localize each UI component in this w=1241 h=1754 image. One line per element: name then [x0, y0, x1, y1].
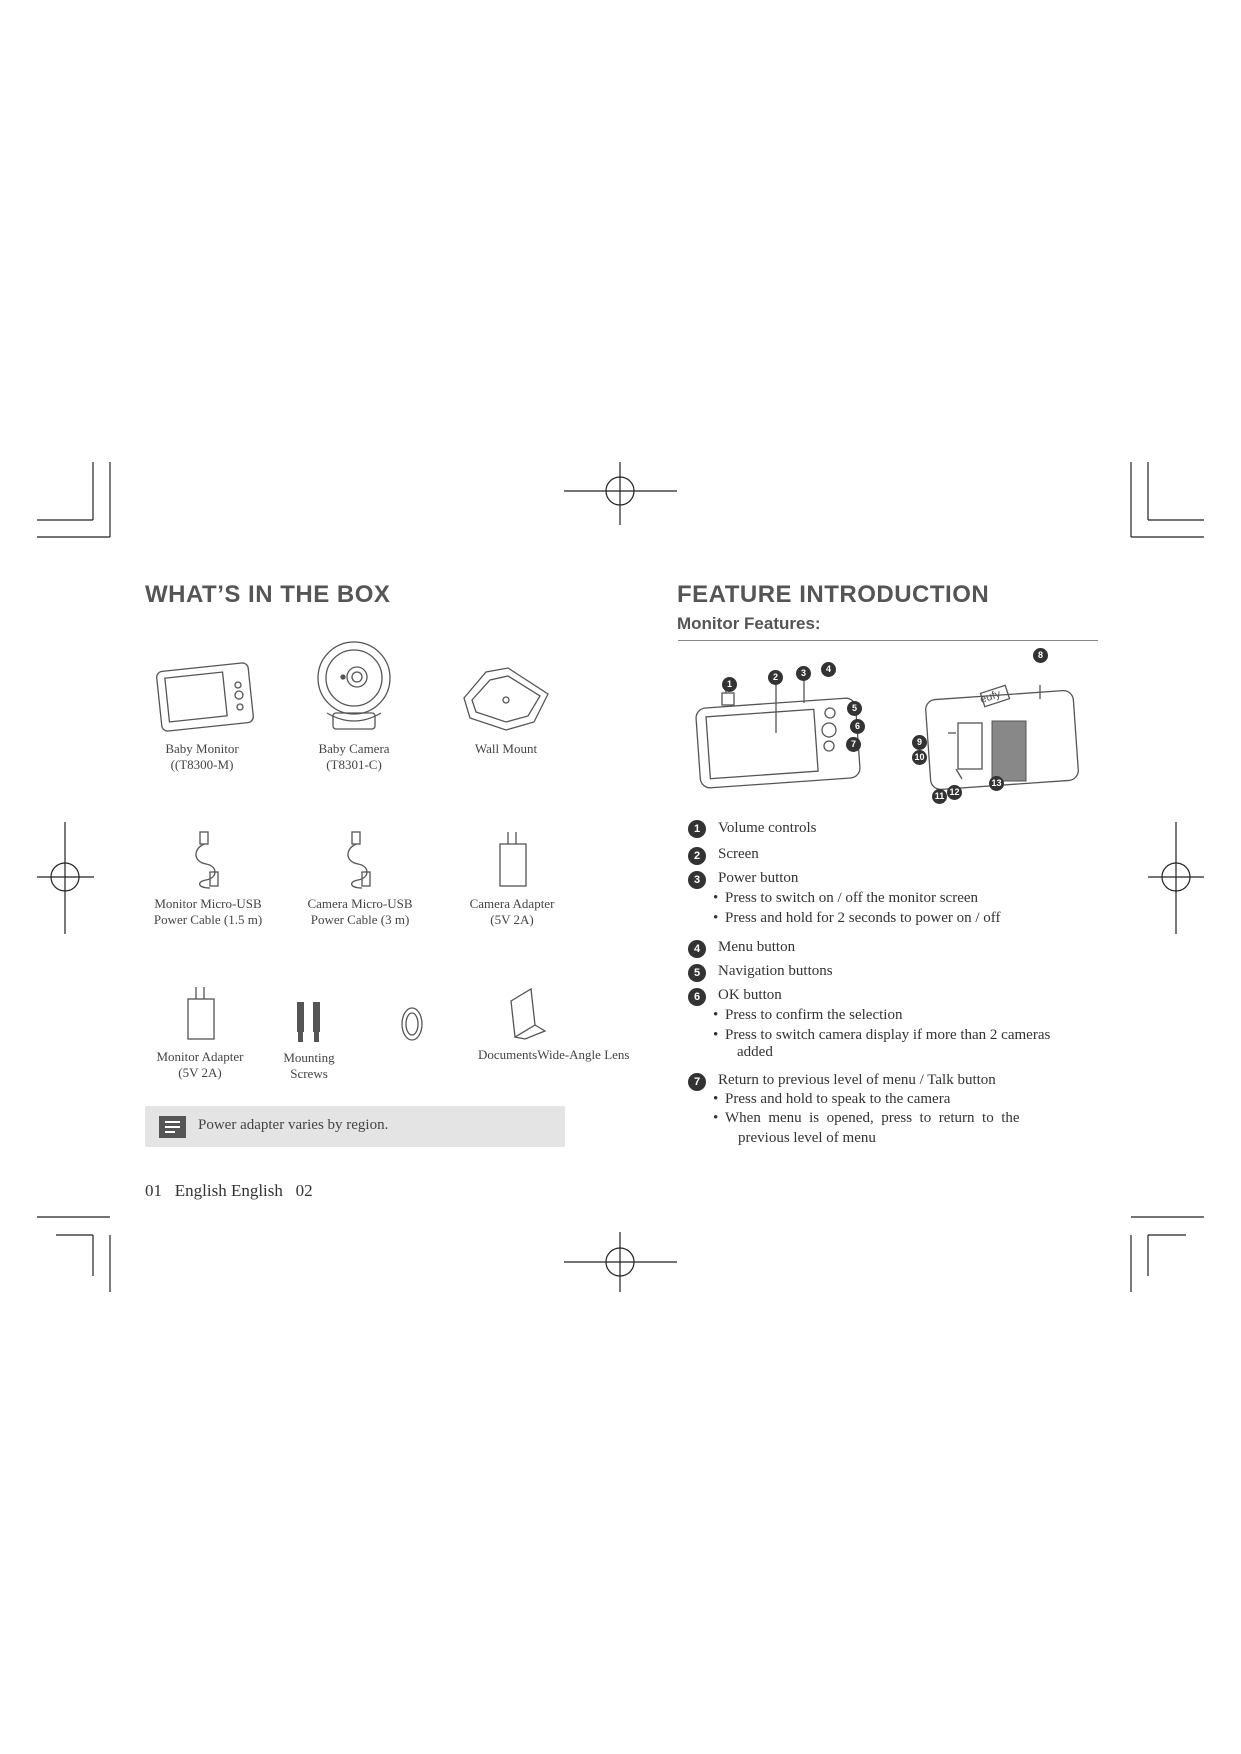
- baby-monitor-illustration: [147, 655, 257, 735]
- wide-angle-lens-illustration: [397, 1004, 427, 1044]
- diagram-number-11: 11: [932, 789, 947, 804]
- feature-number: 2: [688, 847, 706, 865]
- feature-label: Return to previous level of menu / Talk button: [718, 1072, 996, 1088]
- box-item-label: Camera Micro-USB Power Cable (3 m): [307, 896, 413, 927]
- feature-bullet: • Press and hold to speak to the camera: [725, 1091, 950, 1108]
- box-item-label: Baby Camera (T8301-C): [318, 741, 390, 772]
- box-item-baby-monitor: [127, 655, 277, 773]
- note-text: Power adapter varies by region.: [198, 1117, 389, 1133]
- feature-bullet: • When menu is opened, press to return to the: [725, 1110, 1020, 1127]
- power-adapter-icon: [180, 985, 220, 1043]
- feature-label: Volume controls: [718, 820, 817, 836]
- feature-label: OK button: [718, 987, 782, 1003]
- feature-number: 4: [688, 940, 706, 958]
- eufy-logo: eufy: [978, 688, 1003, 706]
- box-item-label: Baby Monitor ((T8300-M): [165, 741, 239, 772]
- page-footer: 01 English English 02: [145, 1181, 313, 1200]
- box-item-label: Wall Mount: [474, 741, 538, 756]
- diagram-number-3: 3: [796, 666, 811, 681]
- diagram-number-10: 10: [912, 750, 927, 765]
- box-item-label: Monitor Micro-USB Power Cable (1.5 m): [153, 896, 263, 927]
- feature-bullet: • Press to switch camera display if more than 2 cameras: [725, 1027, 1050, 1044]
- usb-cable-icon: [340, 830, 380, 890]
- feature-number: 3: [688, 871, 706, 889]
- box-item-camera-adapter: [437, 830, 587, 928]
- wall-mount-illustration: [456, 660, 556, 735]
- documents-illustration: [505, 985, 549, 1041]
- box-item-label: Mounting Screws: [283, 1050, 335, 1081]
- feature-label: Navigation buttons: [718, 963, 833, 979]
- feature-bullet-continuation: added: [737, 1044, 773, 1060]
- diagram-number-12: 12: [947, 785, 962, 800]
- feature-number: 6: [688, 988, 706, 1006]
- note-icon: [159, 1116, 186, 1138]
- page-title-feature-introduction: FEATURE INTRODUCTION: [677, 581, 990, 608]
- page-title-whats-in-box: WHAT’S IN THE BOX: [145, 581, 391, 608]
- baby-camera-illustration: [309, 635, 399, 735]
- diagram-number-5: 5: [847, 701, 862, 716]
- subtitle-divider: [678, 640, 1098, 641]
- feature-bullet: • Press to confirm the selection: [725, 1007, 902, 1024]
- feature-bullet-continuation: previous level of menu: [738, 1130, 876, 1146]
- feature-number: 5: [688, 964, 706, 982]
- diagram-number-8: 8: [1033, 648, 1048, 663]
- note-callout: [145, 1106, 565, 1147]
- diagram-number-9: 9: [912, 735, 927, 750]
- feature-label: Power button: [718, 870, 799, 886]
- feature-number: 1: [688, 820, 706, 838]
- feature-bullet: • Press and hold for 2 seconds to power on / off: [725, 910, 1001, 927]
- box-item-monitor-cable: [133, 830, 283, 928]
- feature-label: Menu button: [718, 939, 796, 955]
- monitor-back-diagram: [920, 665, 1080, 795]
- feature-number: 7: [688, 1073, 706, 1091]
- box-item-camera-cable: [285, 830, 435, 928]
- box-item-mounting-screws: [234, 1000, 384, 1082]
- diagram-number-2: 2: [768, 670, 783, 685]
- screws-icon: [289, 1000, 329, 1044]
- power-adapter-icon: [492, 830, 532, 890]
- box-item-label: DocumentsWide-Angle Lens: [478, 1047, 630, 1062]
- box-item-baby-camera: [279, 635, 429, 773]
- feature-label: Screen: [718, 846, 759, 862]
- diagram-number-7: 7: [846, 737, 861, 752]
- diagram-number-1: 1: [722, 677, 737, 692]
- diagram-number-6: 6: [850, 719, 865, 734]
- usb-cable-icon: [188, 830, 228, 890]
- section-subtitle: Monitor Features:: [677, 614, 821, 633]
- box-item-label: Monitor Adapter (5V 2A): [156, 1049, 244, 1080]
- box-item-label: Camera Adapter (5V 2A): [469, 896, 555, 927]
- diagram-number-13: 13: [989, 776, 1004, 791]
- diagram-number-4: 4: [821, 662, 836, 677]
- box-item-wall-mount: [431, 660, 581, 757]
- feature-bullet: • Press to switch on / off the monitor screen: [725, 890, 978, 907]
